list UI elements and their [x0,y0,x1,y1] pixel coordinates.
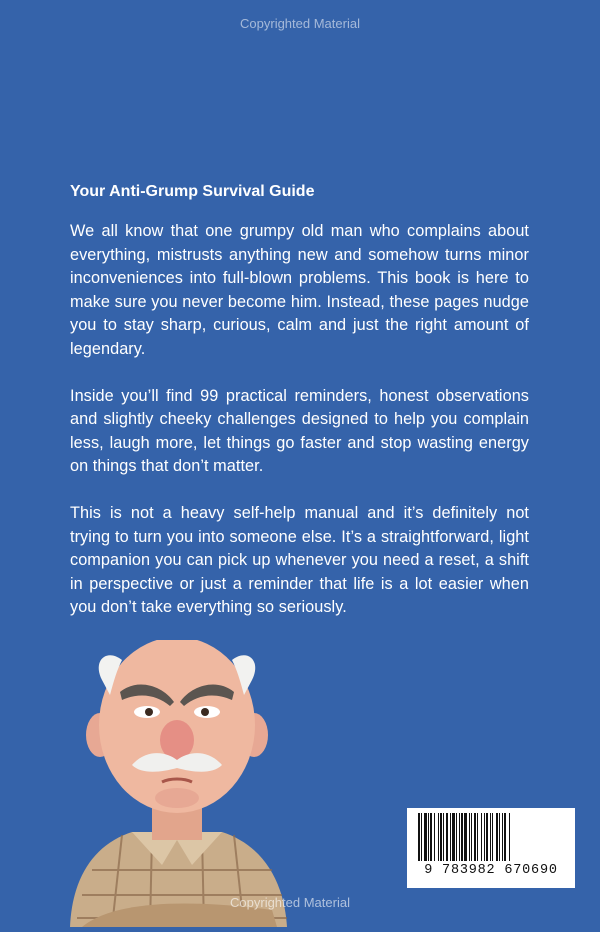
grumpy-man-svg [62,640,292,927]
blurb-paragraph-3: This is not a heavy self-help manual and it’s definitely not trying to turn you into someone else. It’s a straightforward, light companion you can pick up whenever you need a reset, a shift in perspective or just a reminder that life is a lot easier when you don’t take everything so seriously. [70,503,529,617]
barcode-bar [418,813,420,861]
barcode-bar [424,813,427,861]
barcode-bar [477,813,478,861]
barcode-bar [490,813,491,861]
blurb-paragraph-1: We all know that one grumpy old man who complains about everything, mistrusts anything new and somehow turns minor inconveniences into full-blown problems. This book is here to make sure you never become him. Instead, these pages nudge you to stay sharp, curious, calm and just the right amount of legendary. [70,222,529,358]
blurb-paragraph-2: Inside you’ll find 99 practical reminders, honest observations and slightly cheeky challenges designed to help you complain less, laugh more, let things go faster and stop wasting energy on things that don’t matter. [70,386,529,476]
barcode-bar [486,813,488,861]
isbn-number: 9 783982 670690 [424,863,558,878]
barcode-bar [421,813,422,861]
isbn-barcode [407,808,575,888]
barcode-bars [408,809,574,861]
barcode-bar [434,813,435,861]
barcode-bar [499,813,500,861]
barcode-bar [438,813,439,861]
barcode-bar [469,813,470,861]
grumpy-old-man-illustration [62,640,292,927]
barcode-bar [504,813,506,861]
barcode-bar [496,813,498,861]
barcode-bar [484,813,485,861]
barcode-bar [471,813,472,861]
barcode-bar [461,813,463,861]
blurb-heading: Your Anti-Grump Survival Guide [70,183,315,200]
barcode-bar [428,813,429,861]
barcode-bar [481,813,482,861]
copyright-watermark-top: Copyrighted Material [240,16,360,31]
back-cover-text [70,182,529,643]
barcode-bar [440,813,442,861]
barcode-bar [509,813,510,861]
barcode-bar [459,813,460,861]
barcode-bar [443,813,444,861]
barcode-bar [474,813,476,861]
barcode-bar [492,813,493,861]
barcode-bar [464,813,467,861]
copyright-watermark-bottom: Copyrighted Material [230,895,350,910]
barcode-bar [446,813,448,861]
barcode-bar [456,813,457,861]
barcode-bar [452,813,455,861]
barcode-bar [502,813,503,861]
barcode-bar [430,813,432,861]
barcode-bar [450,813,451,861]
